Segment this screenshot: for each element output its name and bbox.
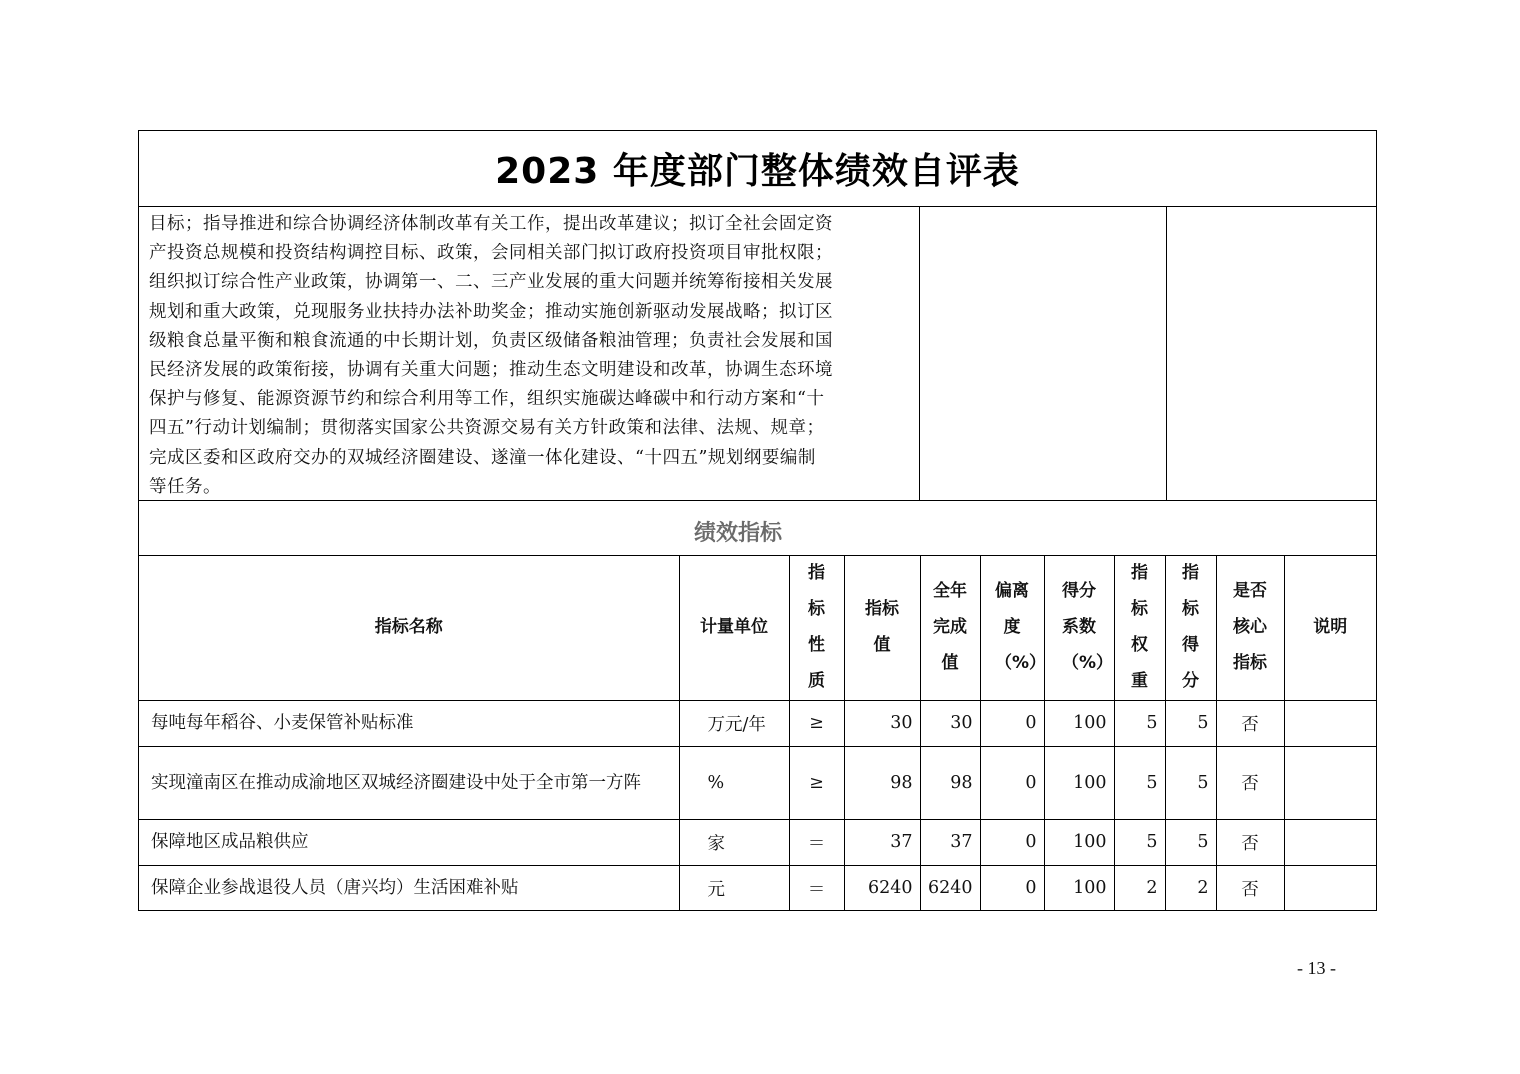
cell-score: 5 [1165,746,1216,819]
cell-weight: 2 [1114,865,1165,911]
cell-completed-value: 98 [920,746,980,819]
cell-nature: ≥ [789,700,844,746]
header-target-value: 指标值 [865,599,899,656]
cell-unit: 家 [679,819,789,865]
cell-nature: ≥ [789,746,844,819]
cell-core: 否 [1216,746,1284,819]
title-row [139,131,1376,207]
cell-target-value: 37 [844,819,920,865]
section-title: 绩效指标 [693,521,782,546]
header-deviation: 偏离度（%） [995,581,1047,674]
cell-deviation: 0 [980,746,1044,819]
cell-note [1284,819,1376,865]
cell-coefficient: 100 [1044,819,1114,865]
table-row [139,819,1376,865]
cell-score: 5 [1165,700,1216,746]
description-row [139,206,1376,501]
header-score: 指标得分 [1182,563,1199,692]
cell-coefficient: 100 [1044,746,1114,819]
description-divider [1166,206,1167,500]
evaluation-form [138,130,1377,911]
cell-note [1284,746,1376,819]
cell-completed-value: 37 [920,819,980,865]
section-header-row [139,500,1376,556]
cell-weight: 5 [1114,819,1165,865]
cell-indicator-name: 每吨每年稻谷、小麦保管补贴标准 [139,700,679,746]
cell-weight: 5 [1114,746,1165,819]
cell-indicator-name: 保障地区成品粮供应 [139,819,679,865]
cell-indicator-name: 实现潼南区在推动成渝地区双城经济圈建设中处于全市第一方阵 [139,746,679,819]
cell-note [1284,700,1376,746]
header-coefficient: 得分系数（%） [1062,581,1114,674]
page-title: 2023 年度部门整体绩效自评表 [495,151,1020,192]
cell-unit: 万元/年 [679,700,789,746]
cell-completed-value: 30 [920,700,980,746]
cell-target-value: 6240 [844,865,920,911]
cell-target-value: 98 [844,746,920,819]
cell-score: 5 [1165,819,1216,865]
header-indicator-name: 指标名称 [139,555,679,700]
header-weight: 指标权重 [1131,563,1148,692]
header-note: 说明 [1284,555,1376,700]
cell-indicator-name: 保障企业参战退役人员（唐兴均）生活困难补贴 [139,865,679,911]
indicator-table [139,555,1376,911]
header-nature: 指标性质 [808,563,825,692]
cell-deviation: 0 [980,700,1044,746]
header-core: 是否核心指标 [1233,581,1267,674]
cell-score: 2 [1165,865,1216,911]
cell-deviation: 0 [980,819,1044,865]
cell-coefficient: 100 [1044,700,1114,746]
cell-core: 否 [1216,700,1284,746]
cell-core: 否 [1216,865,1284,911]
cell-nature: ＝ [789,819,844,865]
cell-unit: 元 [679,865,789,911]
table-row [139,700,1376,746]
table-row [139,865,1376,911]
cell-core: 否 [1216,819,1284,865]
header-unit: 计量单位 [679,555,789,700]
cell-completed-value: 6240 [920,865,980,911]
description-text: 目标；指导推进和综合协调经济体制改革有关工作，提出改革建议；拟订全社会固定资 产投资总规模和投资结构调控目标、政策，会同相关部门拟订政府投资项目审批权限； 组织拟订综合性产业政策，协调第一、二、三产业发展的重大问题并统筹衔接相关发展 规划和重大政策，兑现服务业扶持办法补助奖金；推动实施创新驱动发展战略；拟订区 级粮食总量平衡和粮食流通的中长期计划，负责区级储备粮油管理；负责社会发展和国 民经济发展的政策衔接，协调有关重大问题；推动生态文明建设和改革，协调生态环境 保护与修复、能源资源节约和综合利用等工作，组织实施碳达峰碳中和行动方案和“十 四五”行动计划编制；贯彻落实国家公共资源交易有关方针政策和法律、法规、规章； 完成区委和区政府交办的双城经济圈建设、遂潼一体化建设、“十四五”规划纲要编制 等任务。 [149,214,833,497]
cell-target-value: 30 [844,700,920,746]
cell-coefficient: 100 [1044,865,1114,911]
page-number: - 13 - [1297,958,1336,978]
cell-weight: 5 [1114,700,1165,746]
cell-nature: ＝ [789,865,844,911]
cell-unit: % [679,746,789,819]
header-completed-value: 全年完成值 [933,581,967,674]
cell-note [1284,865,1376,911]
cell-deviation: 0 [980,865,1044,911]
table-header-row [139,555,1376,700]
table-row [139,746,1376,819]
description-divider [919,206,920,500]
